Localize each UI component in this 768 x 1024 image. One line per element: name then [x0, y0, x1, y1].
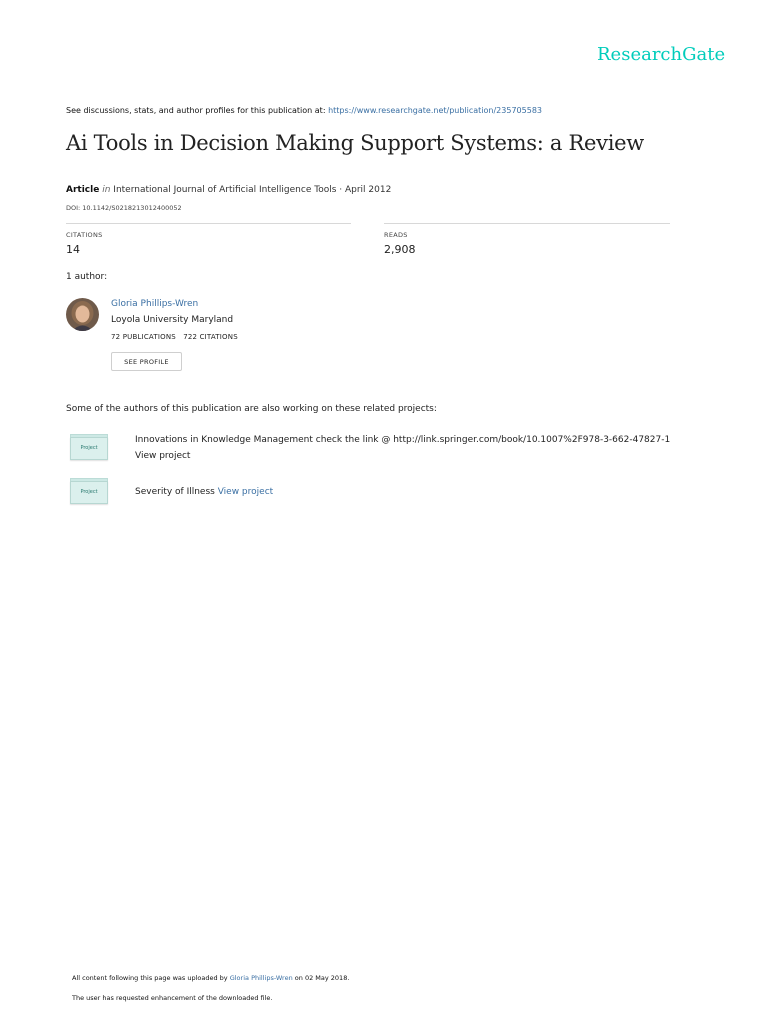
- upload-note-suffix: on 02 May 2018.: [292, 974, 350, 982]
- upload-note: [72, 974, 349, 982]
- enhancement-note: The user has requested enhancement of the downloaded file.: [72, 994, 273, 1002]
- related-projects-heading: Some of the authors of this publication are also working on these related projects:: [66, 404, 437, 414]
- reads-label: READS: [384, 231, 408, 239]
- author-institution: Loyola University Maryland: [111, 315, 234, 325]
- publication-in-word: in: [102, 185, 111, 195]
- publication-title: Ai Tools in Decision Making Support Systems: a Review: [66, 131, 644, 155]
- publication-doi: DOI: 10.1142/S0218213012400052: [66, 204, 182, 212]
- project-item-2: [135, 487, 273, 497]
- divider-right: [384, 223, 670, 224]
- author-publications-count: 72 PUBLICATIONS: [111, 333, 176, 341]
- author-stats: [111, 333, 238, 341]
- author-citations-count: 722 CITATIONS: [183, 333, 238, 341]
- authors-heading: 1 author:: [66, 272, 108, 282]
- project-item-1-view-link[interactable]: View project: [135, 451, 191, 461]
- project-icon-label: Project: [70, 437, 108, 460]
- project-item-2-text: Severity of Illness: [135, 487, 215, 497]
- citations-label: CITATIONS: [66, 231, 103, 239]
- publication-source-line: [66, 106, 542, 115]
- citations-count: 14: [66, 243, 80, 256]
- project-item-1-text: Innovations in Knowledge Management check the link @ http://link.springer.com/book/10.1007%2F978-3-662-47827-1: [135, 435, 671, 445]
- see-profile-button[interactable]: SEE PROFILE: [111, 352, 182, 371]
- project-item-2-view-link[interactable]: View project: [217, 487, 274, 497]
- author-avatar[interactable]: [66, 298, 99, 331]
- divider-left: [66, 223, 351, 224]
- researchgate-logo[interactable]: ResearchGate: [597, 44, 726, 65]
- author-name-link[interactable]: Gloria Phillips-Wren: [111, 299, 199, 309]
- reads-count: 2,908: [384, 243, 416, 256]
- publication-type: Article: [66, 185, 100, 195]
- upload-note-prefix: All content following this page was uploaded by: [72, 974, 230, 982]
- project-folder-icon: [70, 434, 108, 460]
- project-icon-label: Project: [70, 481, 108, 504]
- publication-venue: International Journal of Artificial Intelligence Tools · April 2012: [113, 185, 392, 195]
- publication-url-link[interactable]: https://www.researchgate.net/publication/235705583: [328, 106, 542, 115]
- author-photo-icon: [66, 298, 99, 331]
- project-folder-icon: [70, 478, 108, 504]
- publication-meta: [66, 185, 391, 195]
- uploader-name-link[interactable]: Gloria Phillips-Wren: [229, 974, 293, 982]
- source-intro-text: See discussions, stats, and author profiles for this publication at:: [66, 106, 329, 115]
